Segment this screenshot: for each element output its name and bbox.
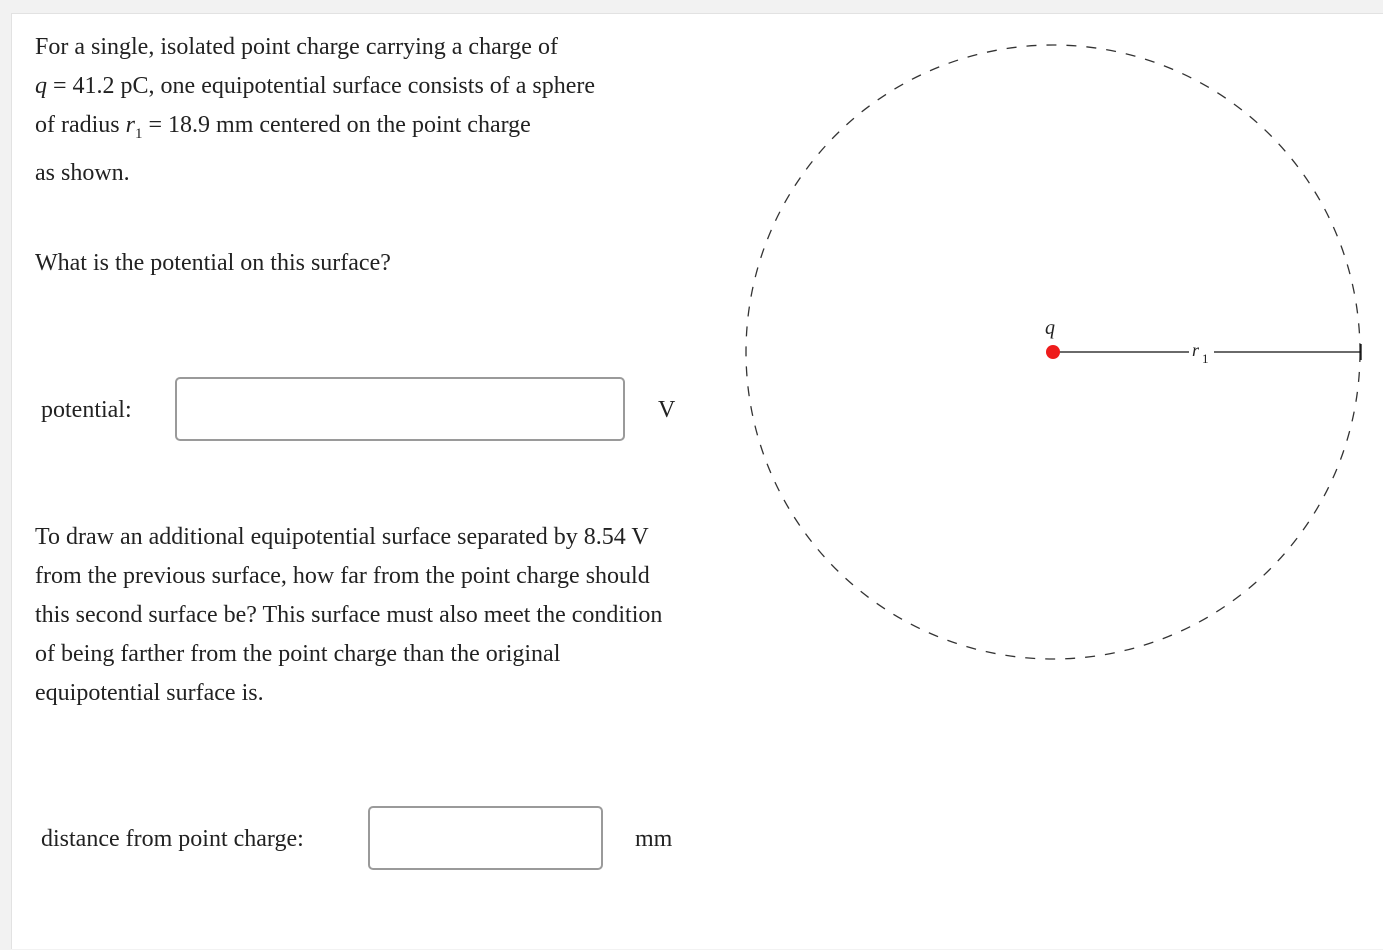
radius-label: r <box>1192 340 1200 360</box>
r-subscript: 1 <box>135 125 143 142</box>
intro-line-4: as shown. <box>35 159 130 186</box>
radius-subscript: 1 <box>1202 351 1209 366</box>
distance-unit: mm <box>635 826 673 852</box>
potential-label: potential: <box>41 397 132 423</box>
point-charge <box>1046 345 1060 359</box>
equipotential-diagram <box>12 14 1383 950</box>
question-distance: To draw an additional equipotential surface separated by 8.54 V from the previous surface, how far from the point charge should this second surface be? This surface must also meet the condition of being farther from the point charge than the original equipotential surface is. <box>35 524 663 706</box>
question-potential: What is the potential on this surface? <box>35 250 391 276</box>
intro-line-1: For a single, isolated point charge carrying a charge of <box>35 34 558 60</box>
q-value: = 41.2 pC, one equipotential surface consists of a sphere <box>47 73 596 99</box>
potential-unit: V <box>658 397 676 423</box>
question-card <box>11 13 1383 949</box>
radius-prefix: of radius <box>35 112 126 138</box>
q-symbol: q <box>35 73 47 99</box>
r-value: = 18.9 mm centered on the point charge <box>142 112 531 138</box>
distance-label: distance from point charge: <box>41 826 304 852</box>
r-symbol: r <box>125 112 135 138</box>
charge-label: q <box>1045 317 1055 339</box>
